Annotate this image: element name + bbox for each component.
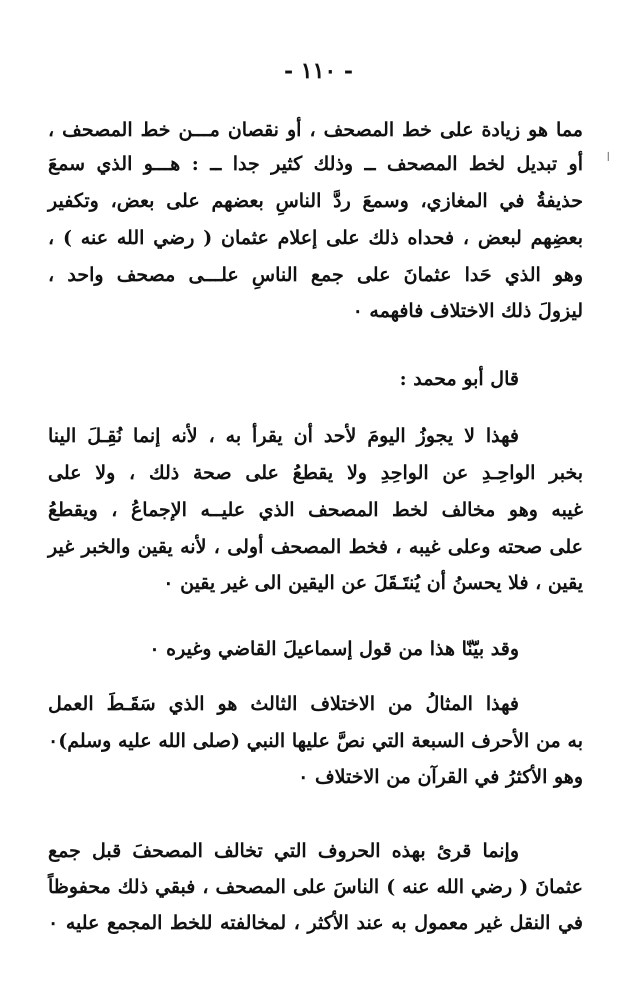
paragraph-4-line-1: وقد بيّنّا هذا من قول إسماعيلَ القاضي وغيره ٠: [149, 638, 519, 660]
paragraph-5-line-1: فهذا المثالُ من الاختلاف الثالث هو الذي سَقَـطَ العمل: [48, 693, 519, 715]
paragraph-1-line-6: ليزولَ ذلك الاختلاف فافهمه ٠: [352, 300, 583, 322]
paragraph-1-line-4: بعضِهم لبعض ، فحداه ذلك على إعلام عثمان ( رضي الله عنه ) ،: [48, 227, 583, 249]
paragraph-1-line-1: مما هو زيادة على خط المصحف ، أو نقصان مـــن خط المصحف ،: [48, 119, 583, 141]
paragraph-3-line-2: بخبر الواحِـدِ عن الواحِدِ ولا يقطعُ على صحة ذلك ، ولا على: [48, 462, 583, 484]
paragraph-6-line-2: عثمانَ ( رضي الله عنه ) الناسَ على المصحف ، فبقي ذلك محفوظاً: [48, 876, 583, 898]
paragraph-3-line-1: فهذا لا يجوزُ اليومَ لأحد أن يقرأ به ، لأنه إنما نُقِـلَ الينا: [48, 425, 519, 447]
section-heading: قال أبو محمد :: [399, 368, 519, 390]
paragraph-1-line-5: وهو الذي حَدا عثمانَ على جمع الناسِ علـــى مصحف واحد ،: [48, 264, 583, 286]
paragraph-3-line-5: يقين ، فلا يحسنُ أن يُنتَـقَلَ عن اليقين الى غير يقين ٠: [163, 572, 583, 594]
margin-mark: ا: [606, 150, 610, 164]
paragraph-6-line-3: في النقل غير معمول به عند الأكثر ، لمخالفته للخط المجمع عليه ٠: [48, 912, 583, 934]
paragraph-5-line-2: به من الأحرف السبعة التي نصَّ عليها النبي (صلى الله عليه وسلم)٠: [48, 730, 583, 752]
paragraph-5-line-3: وهو الأكثرُ في القرآن من الاختلاف ٠: [298, 766, 583, 788]
paragraph-3-line-3: غيبه وهو مخالف لخط المصحف الذي عليــه الإجماعُ ، ويقطعُ: [48, 499, 583, 521]
paragraph-6-line-1: وإنما قرئ بهذه الحروف التي تخالف المصحفَ قبل جمع: [48, 840, 519, 862]
paragraph-1-line-3: حذيفةُ في المغازي، وسمعَ ردَّ الناسِ بعضهم على بعض، وتكفير: [48, 190, 583, 212]
paragraph-1-line-2: أو تبديل لخط المصحف ــ وذلك كثير جدا ــ : هـــو الذي سمعَ: [48, 153, 583, 175]
paragraph-3-line-4: على صحته وعلى غيبه ، فخط المصحف أولى ، لأنه يقين والخبر غير: [48, 536, 583, 558]
page-number: - ١١٠ -: [283, 58, 354, 84]
